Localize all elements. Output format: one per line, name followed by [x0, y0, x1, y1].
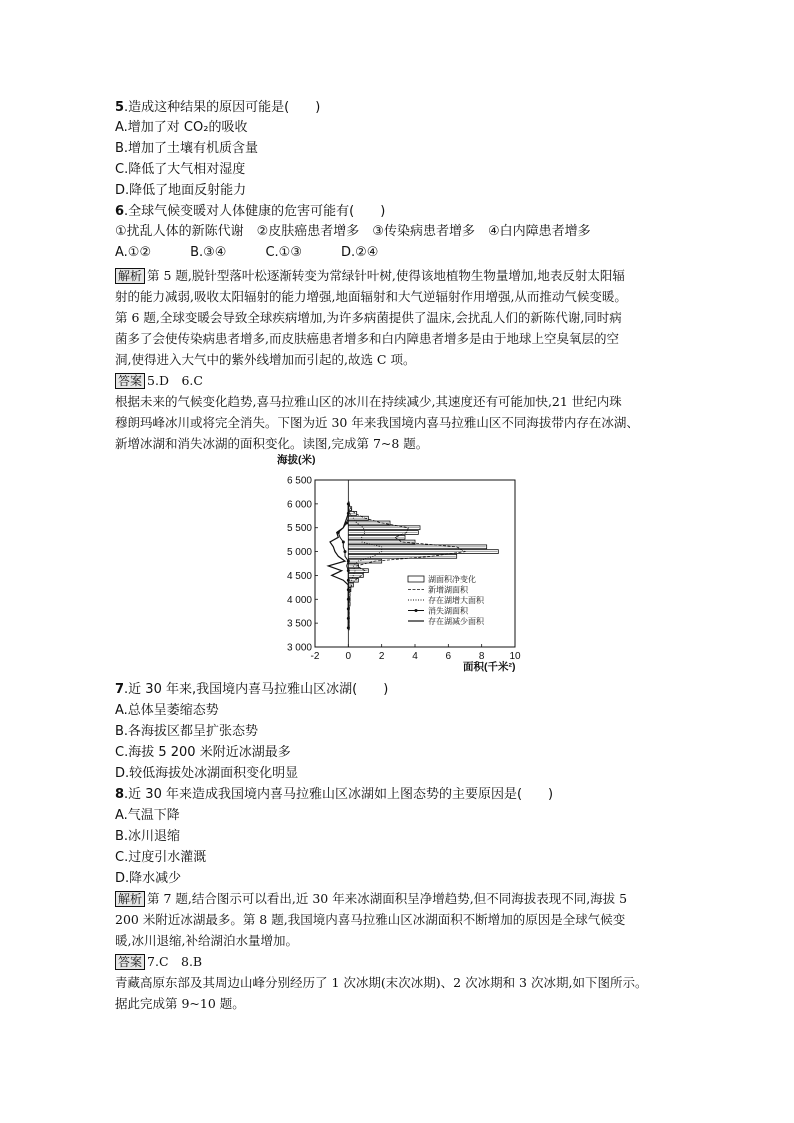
analysis-1-line-2: 射的能力减弱,吸收太阳辐射的能力增强,地面辐射和大气逆辐射作用增强,从而推动气候变暖。 [115, 289, 627, 304]
intro-7-8-line-3: 新增冰湖和消失冰湖的面积变化。读图,完成第 7~8 题。 [115, 436, 429, 451]
intro-7-8-line-2: 穆朗玛峰冰川或将完全消失。下图为近 30 年来我国境内喜马拉雅山区不同海拔带内存在冰湖、 [115, 415, 639, 430]
chart-x-axis-label: 面积(千米²) [463, 661, 516, 673]
analysis-1-line-3: 第 6 题,全球变暖会导致全球疾病增加,为许多病菌提供了温床,会扰乱人们的新陈代谢,同时病 [115, 310, 622, 325]
chart-legend-swatch [408, 576, 424, 582]
chart-series-point [347, 579, 350, 582]
lake-area-altitude-chart [265, 450, 535, 678]
analysis-1-line-1: 解析 第 5 题,脱针型落叶松逐渐转变为常绿针叶树,使得该地植物生物量增加,地表反射太阳辐 [115, 266, 625, 286]
analysis-tag: 解析 [115, 891, 145, 907]
answer-tag: 答案 [115, 373, 145, 389]
chart-y-tick-label: 4 000 [286, 594, 312, 606]
chart-y-tick-label: 5 000 [286, 547, 312, 559]
chart-y-tick-label: 6 000 [286, 499, 312, 511]
question-8-option-b: B.冰川退缩 [115, 829, 181, 844]
chart-plot-area [287, 476, 521, 663]
chart-legend-label: 存在湖减少面积 [428, 617, 484, 626]
question-8-option-c: C.过度引水灌溉 [115, 850, 207, 865]
question-7-option-c: C.海拔 5 200 米附近冰湖最多 [115, 745, 291, 760]
chart-legend-label: 存在湖增大面积 [428, 596, 484, 605]
chart-y-tick-label: 6 500 [286, 475, 312, 487]
analysis-2-line-2: 200 米附近冰湖最多。第 8 题,我国境内喜马拉雅山区冰湖面积不断增加的原因是全球气候变 [115, 912, 626, 927]
chart-x-tick-label: -2 [310, 651, 320, 662]
chart-legend-label: 消失湖面积 [428, 606, 468, 616]
analysis-2-line-1: 解析 第 7 题,结合图示可以看出,近 30 年来冰湖面积呈净增趋势,但不同海拔表现不同,海拔 5 [115, 889, 627, 909]
question-8-option-d: D.降水减少 [115, 871, 182, 886]
intro-9-10-line-1: 青藏高原东部及其周边山峰分别经历了 1 次冰期(末次冰期)、2 次冰期和 3 次冰期,如下图所示。 [115, 975, 648, 990]
question-5-option-a: A.增加了对 CO₂的吸收 [115, 120, 248, 135]
chart-x-tick-label: 4 [412, 651, 418, 662]
answer-2: 答案 7.C 8.B [115, 952, 202, 972]
question-5-option-d: D.降低了地面反射能力 [115, 183, 247, 198]
chart-x-tick-label: 8 [478, 651, 485, 662]
question-6-options: A.①② B.③④ C.①③ D.②④ [115, 245, 379, 260]
chart-legend-label: 湖面积净变化 [428, 575, 476, 584]
question-7-stem: 7.近 30 年来,我国境内喜马拉雅山区冰湖( ) [115, 682, 389, 697]
chart-legend-label: 新增湖面积 [428, 585, 468, 595]
question-8-stem: 8.近 30 年来造成我国境内喜马拉雅山区冰湖如上图态势的主要原因是( ) [115, 787, 554, 802]
intro-9-10-line-2: 据此完成第 9~10 题。 [115, 996, 245, 1011]
chart-series-line [328, 504, 348, 628]
question-7-option-a: A.总体呈萎缩态势 [115, 703, 219, 718]
chart-y-tick-label: 5 500 [286, 523, 312, 535]
question-7-option-d: D.较低海拔处冰湖面积变化明显 [115, 766, 299, 781]
chart-x-tick-label: 2 [378, 651, 385, 662]
analysis-1-line-5: 洞,使得进入大气中的紫外线增加而引起的,故选 C 项。 [115, 352, 416, 367]
chart-series-point [347, 569, 350, 572]
chart-series-point [347, 560, 350, 563]
chart-x-tick-label: 10 [509, 651, 521, 662]
chart-y-tick-label: 3 500 [286, 618, 312, 630]
chart-y-axis-label: 海拔(米) [277, 454, 316, 466]
chart-y-tick-label: 3 000 [286, 642, 312, 654]
analysis-2-line-3: 暖,冰川退缩,补给湖泊水量增加。 [115, 933, 298, 948]
question-8-option-a: A.气温下降 [115, 808, 180, 823]
question-5-option-c: C.降低了大气相对湿度 [115, 162, 246, 177]
chart-series-point [342, 541, 345, 544]
question-6-items: ①扰乱人体的新陈代谢 ②皮肤癌患者增多 ③传染病患者增多 ④白内障患者增多 [115, 224, 591, 239]
question-5-stem: 5.造成这种结果的原因可能是( ) [115, 100, 321, 115]
question-5-option-b: B.增加了土壤有机质含量 [115, 141, 259, 156]
chart-x-tick-label: 6 [445, 651, 452, 662]
chart-series-point [344, 550, 347, 553]
question-6-stem: 6.全球气候变暖对人体健康的危害可能有( ) [115, 204, 386, 219]
chart-frame [315, 480, 515, 647]
question-7-option-b: B.各海拔区都呈扩张态势 [115, 724, 259, 739]
analysis-tag: 解析 [115, 268, 145, 284]
analysis-1-line-4: 菌多了会使传染病患者增多,而皮肤癌患者增多和白内障患者增多是由于地球上空臭氧层的空 [115, 331, 619, 346]
chart-x-tick-label: 0 [345, 651, 352, 662]
answer-tag: 答案 [115, 954, 145, 970]
chart-legend-swatch-dot [415, 609, 418, 612]
chart-y-tick-label: 4 500 [286, 570, 312, 582]
intro-7-8-line-1: 根据未来的气候变化趋势,喜马拉雅山区的冰川在持续减少,其速度还有可能加快,21 世纪内珠 [115, 394, 622, 409]
answer-1: 答案 5.D 6.C [115, 371, 203, 391]
